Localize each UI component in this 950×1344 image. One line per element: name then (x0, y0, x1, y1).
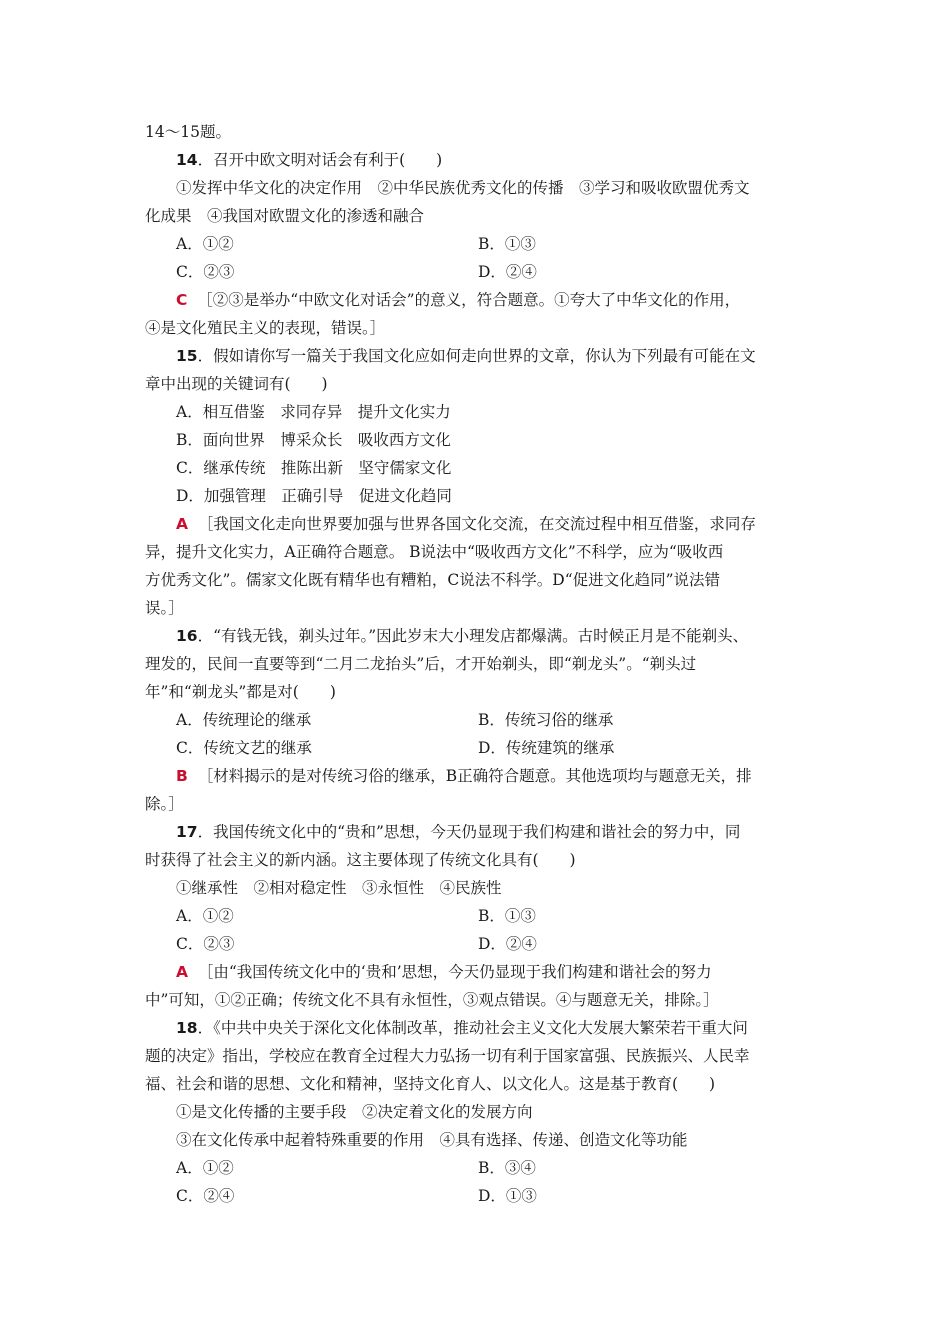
stem-text: ．召开中欧文明对话会有利于( ) (197, 151, 443, 169)
question-number: 14 (176, 151, 198, 169)
question-14-stem (176, 150, 442, 170)
question-17-explanation-line2: 中”可知，①②正确；传统文化不具有永恒性，③观点错误。④与题意无关，排除。］ (145, 991, 719, 1009)
question-18-stem-line3: 福、社会和谐的思想、文化和精神，坚持文化育人、以文化人。这是基于教育( ) (145, 1075, 716, 1093)
question-15-stem-line2: 章中出现的关键词有( ) (145, 375, 328, 393)
answer-letter: A (176, 515, 188, 533)
question-18-choice-a: A．①② (176, 1159, 234, 1177)
stem-text: ．我国传统文化中的“贵和”思想，今天仍显现于我们构建和谐社会的努力中，同 (197, 823, 741, 841)
stem-text: ．假如请你写一篇关于我国文化应如何走向世界的文章，你认为下列最有可能在文 (197, 347, 756, 365)
explanation-text: ［我国文化走向世界要加强与世界各国文化交流，在交流过程中相互借鉴，求同存 (197, 515, 756, 533)
question-15-explanation-line4: 误。］ (145, 599, 184, 617)
question-15-explanation-line1 (176, 514, 756, 534)
question-17-options-line1: ①继承性 ②相对稳定性 ③永恒性 ④民族性 (176, 879, 502, 897)
question-16-stem-line2: 理发的，民间一直要等到“二月二龙抬头”后，才开始剃头，即“剃龙头”。“剃头过 (145, 655, 697, 673)
answer-letter: A (176, 963, 188, 981)
stem-text: ．《中共中央关于深化文化体制改革，推动社会主义文化大发展大繁荣若干重大问 (197, 1019, 748, 1037)
intro-text: 14～15题。 (145, 123, 231, 141)
question-number: 18 (176, 1019, 198, 1037)
question-15-choice-d: D．加强管理 正确引导 促进文化趋同 (176, 487, 452, 505)
question-15-explanation-line2: 异，提升文化实力，A正确符合题意。 B说法中“吸收西方文化”不科学，应为“吸收西 (145, 543, 724, 561)
question-18-choice-c: C．②④ (176, 1187, 235, 1205)
explanation-text: ［由“我国传统文化中的‘贵和’思想，今天仍显现于我们构建和谐社会的努力 (197, 963, 712, 981)
question-15-choice-c: C．继承传统 推陈出新 坚守儒家文化 (176, 459, 452, 477)
question-16-stem-line3: 年”和“剃龙头”都是对( ) (145, 683, 336, 701)
question-17-choice-d: D．②④ (478, 935, 537, 953)
question-14-choice-b: B．①③ (478, 235, 536, 253)
explanation-text: ［②③是举办“中欧文化对话会”的意义，符合题意。①夸大了中华文化的作用， (197, 291, 741, 309)
question-14-explanation-line1 (176, 290, 740, 310)
question-14-explanation-line2: ④是文化殖民主义的表现，错误。］ (145, 319, 386, 337)
question-17-choice-c: C．②③ (176, 935, 235, 953)
question-17-explanation-line1 (176, 962, 712, 982)
question-18-stem-line2: 题的决定》指出，学校应在教育全过程大力弘扬一切有利于国家富强、民族振兴、人民幸 (145, 1047, 750, 1065)
question-16-explanation-line2: 除。］ (145, 795, 184, 813)
question-15-choice-b: B．面向世界 博采众长 吸收西方文化 (176, 431, 451, 449)
question-15-choice-a: A．相互借鉴 求同存异 提升文化实力 (176, 403, 451, 421)
explanation-text: ［材料揭示的是对传统习俗的继承，B正确符合题意。其他选项均与题意无关，排 (197, 767, 752, 785)
question-14-choice-d: D．②④ (478, 263, 537, 281)
question-17-stem-line2: 时获得了社会主义的新内涵。这主要体现了传统文化具有( ) (145, 851, 576, 869)
stem-text: ．“有钱无钱，剃头过年。”因此岁末大小理发店都爆满。古时候正月是不能剃头、 (197, 627, 749, 645)
question-16-choice-a: A．传统理论的继承 (176, 711, 312, 729)
question-18-choice-b: B．③④ (478, 1159, 536, 1177)
question-14-options-line1: ①发挥中华文化的决定作用 ②中华民族优秀文化的传播 ③学习和吸收欧盟优秀文 (176, 179, 750, 197)
question-16-stem-line1 (176, 626, 748, 646)
question-16-explanation-line1 (176, 766, 752, 786)
question-18-options-line1: ①是文化传播的主要手段 ②决定着文化的发展方向 (176, 1103, 533, 1121)
question-17-stem-line1 (176, 822, 740, 842)
question-14-choice-c: C．②③ (176, 263, 235, 281)
question-14-choice-a: A．①② (176, 235, 234, 253)
question-18-stem-line1 (176, 1018, 748, 1038)
question-16-choice-b: B．传统习俗的继承 (478, 711, 614, 729)
question-16-choice-c: C．传统文艺的继承 (176, 739, 312, 757)
question-16-choice-d: D．传统建筑的继承 (478, 739, 615, 757)
question-18-options-line2: ③在文化传承中起着特殊重要的作用 ④具有选择、传递、创造文化等功能 (176, 1131, 688, 1149)
question-14-options-line2: 化成果 ④我国对欧盟文化的渗透和融合 (145, 207, 425, 225)
answer-letter: C (176, 291, 188, 309)
question-number: 15 (176, 347, 198, 365)
question-number: 17 (176, 823, 198, 841)
question-15-stem-line1 (176, 346, 756, 366)
question-number: 16 (176, 627, 198, 645)
question-18-choice-d: D．①③ (478, 1187, 537, 1205)
answer-letter: B (176, 767, 188, 785)
question-17-choice-b: B．①③ (478, 907, 536, 925)
question-15-explanation-line3: 方优秀文化”。儒家文化既有精华也有糟粕，C说法不科学。D“促进文化趋同”说法错 (145, 571, 721, 589)
question-17-choice-a: A．①② (176, 907, 234, 925)
